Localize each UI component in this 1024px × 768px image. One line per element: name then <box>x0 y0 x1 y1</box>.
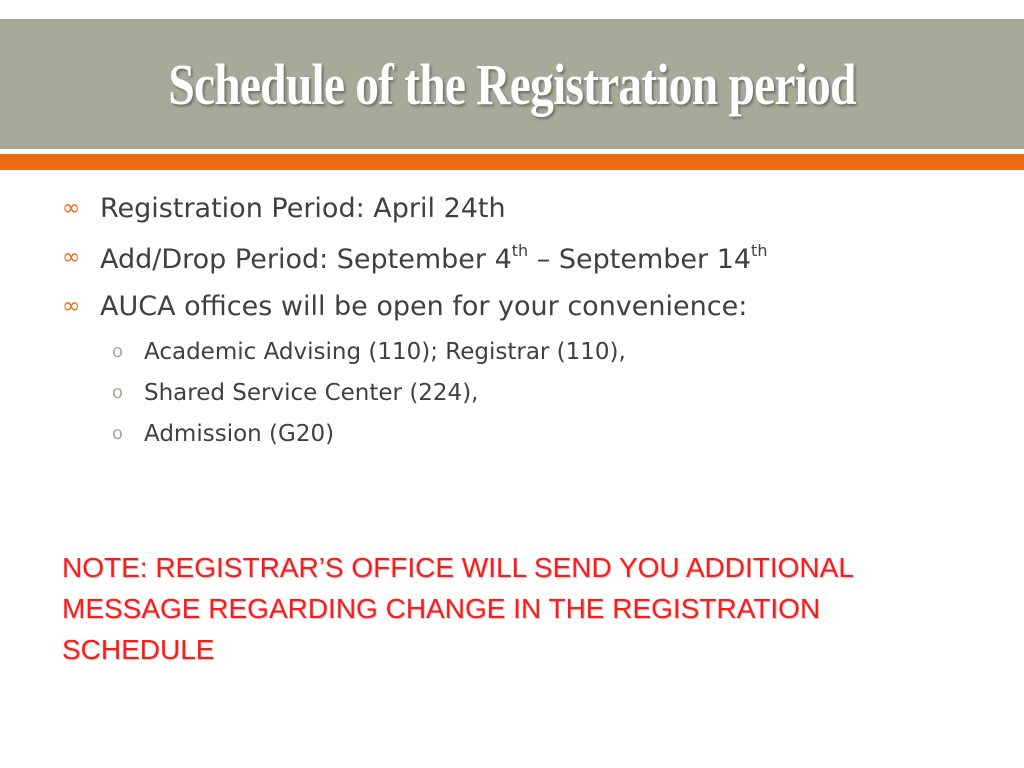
bullet-text <box>100 241 767 275</box>
sub-bullet-item <box>112 413 962 454</box>
sub-bullet-text: Shared Service Center (224), <box>144 379 479 406</box>
note-text: NOTE: REGISTRAR’S OFFICE WILL SEND YOU ADDITIONAL MESSAGE REGARDING CHANGE IN THE REGISTRATION SCHEDULE <box>62 552 853 665</box>
circle-bullet-icon: o <box>112 423 124 444</box>
sub-bullet-item <box>112 372 962 413</box>
orange-loop-bullet-icon: ∞ <box>62 196 81 221</box>
bullet-text-part: Add/Drop Period: September 4 <box>100 243 512 275</box>
sub-bullet-item <box>112 331 962 372</box>
circle-bullet-icon: o <box>112 382 124 403</box>
orange-loop-bullet-icon: ∞ <box>62 245 81 270</box>
bullet-item-registration-period <box>62 184 962 233</box>
ordinal-suffix: th <box>751 240 768 260</box>
circle-bullet-icon: o <box>112 341 124 362</box>
bullet-list <box>62 184 962 454</box>
sub-bullet-list <box>112 331 962 454</box>
accent-bar <box>0 154 1024 170</box>
bullet-text: Registration Period: April 24th <box>100 193 506 224</box>
bullet-text-part: – September 14 <box>528 243 752 275</box>
ordinal-suffix: th <box>511 240 529 260</box>
bullet-text: AUCA offices will be open for your convenience: <box>100 291 748 322</box>
orange-loop-bullet-icon: ∞ <box>62 294 81 319</box>
bullet-item-add-drop-period <box>62 233 962 282</box>
bullet-item-offices-open <box>62 282 962 331</box>
sub-bullet-text: Academic Advising (110); Registrar (110), <box>144 338 626 365</box>
slide-title: Schedule of the Registration period <box>168 51 856 117</box>
sub-bullet-text: Admission (G20) <box>144 420 335 447</box>
